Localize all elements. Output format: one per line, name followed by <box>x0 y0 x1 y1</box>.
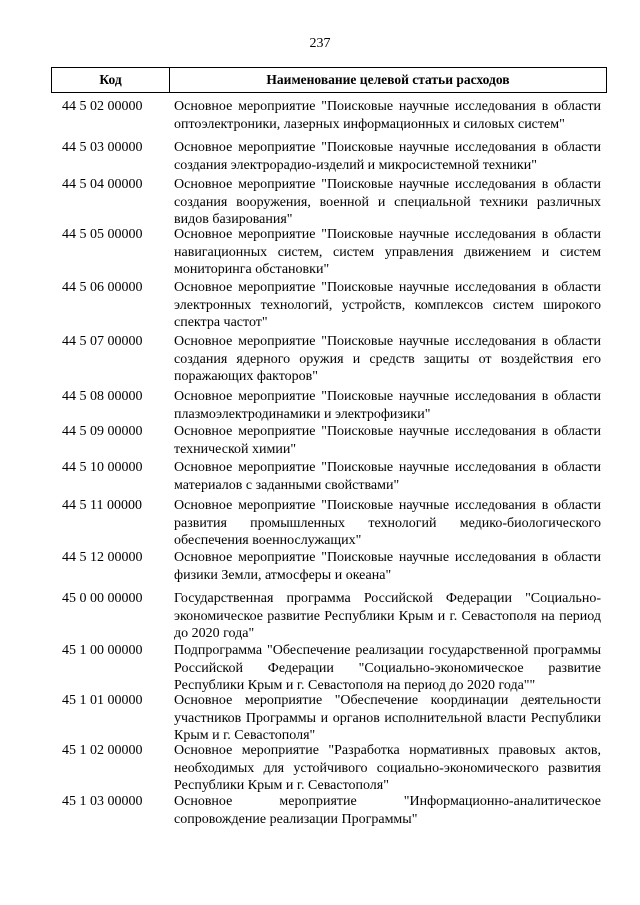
row-code: 45 1 02 00000 <box>62 743 143 758</box>
row-description: Основное мероприятие "Поисковые научные исследования в области электронных технологий, устройств, комплексов систем широкого спектра частот" <box>174 280 601 330</box>
column-header-code: Код <box>99 72 122 87</box>
table-header <box>51 67 607 93</box>
row-description: Основное мероприятие "Поисковые научные исследования в области технической химии" <box>174 424 601 457</box>
row-code: 44 5 02 00000 <box>62 99 143 114</box>
row-code: 44 5 04 00000 <box>62 177 143 192</box>
row-code: 44 5 07 00000 <box>62 334 143 349</box>
row-code: 44 5 03 00000 <box>62 140 143 155</box>
row-description: Основное мероприятие "Поисковые научные исследования в области развития промышленных технологий медико-биологического обеспечения военнослужащих" <box>174 498 601 548</box>
row-description: Основное мероприятие "Поисковые научные исследования в области навигационных систем, систем управления движением и систем мониторинга обстановки" <box>174 227 601 277</box>
row-description: Основное мероприятие "Поисковые научные исследования в области создания вооружения, военной и специальной техники различных видов базирования" <box>174 177 601 227</box>
row-description: Основное мероприятие "Поисковые научные исследования в области материалов с заданными свойствами" <box>174 460 601 493</box>
row-code: 44 5 11 00000 <box>62 498 142 513</box>
row-code: 44 5 09 00000 <box>62 424 143 439</box>
row-code: 44 5 08 00000 <box>62 389 143 404</box>
row-code: 44 5 05 00000 <box>62 227 143 242</box>
row-description: Государственная программа Российской Федерации "Социально-экономическое развитие Республики Крым и г. Севастополя на период до 2020 года" <box>174 591 601 641</box>
row-description: Основное мероприятие "Обеспечение координации деятельности участников Программы и органов исполнительной власти Республики Крым и г. Севастополя" <box>174 693 601 743</box>
row-code: 45 1 03 00000 <box>62 794 143 809</box>
row-code: 44 5 06 00000 <box>62 280 143 295</box>
row-description: Основное мероприятие "Поисковые научные исследования в области физики Земли, атмосферы и океана" <box>174 550 601 583</box>
row-description: Основное мероприятие "Информационно-аналитическое сопровождение реализации Программы" <box>174 794 601 827</box>
row-code: 45 1 00 00000 <box>62 643 143 658</box>
row-code: 44 5 12 00000 <box>62 550 143 565</box>
row-description: Основное мероприятие "Поисковые научные исследования в области создания ядерного оружия и средств защиты от воздействия его поражающих факторов" <box>174 334 601 384</box>
row-description: Основное мероприятие "Поисковые научные исследования в области оптоэлектроники, лазерных информационных и силовых систем" <box>174 99 601 132</box>
column-header-name: Наименование целевой статьи расходов <box>266 72 510 87</box>
row-description: Основное мероприятие "Поисковые научные исследования в области плазмоэлектродинамики и электрофизики" <box>174 389 601 422</box>
row-code: 44 5 10 00000 <box>62 460 143 475</box>
row-code: 45 1 01 00000 <box>62 693 143 708</box>
page-number: 237 <box>309 36 331 51</box>
row-description: Основное мероприятие "Поисковые научные исследования в области создания электрорадио-изделий и микросистемной техники" <box>174 140 601 173</box>
row-description: Подпрограмма "Обеспечение реализации государственной программы Российской Федерации "Социально-экономическое развитие Республики Крым и г. Севастополя на период до 2020 года"" <box>174 643 601 693</box>
row-description: Основное мероприятие "Разработка нормативных правовых актов, необходимых для устойчивого социально-экономического развития Республики Крым и г. Севастополя" <box>174 743 601 793</box>
row-code: 45 0 00 00000 <box>62 591 143 606</box>
